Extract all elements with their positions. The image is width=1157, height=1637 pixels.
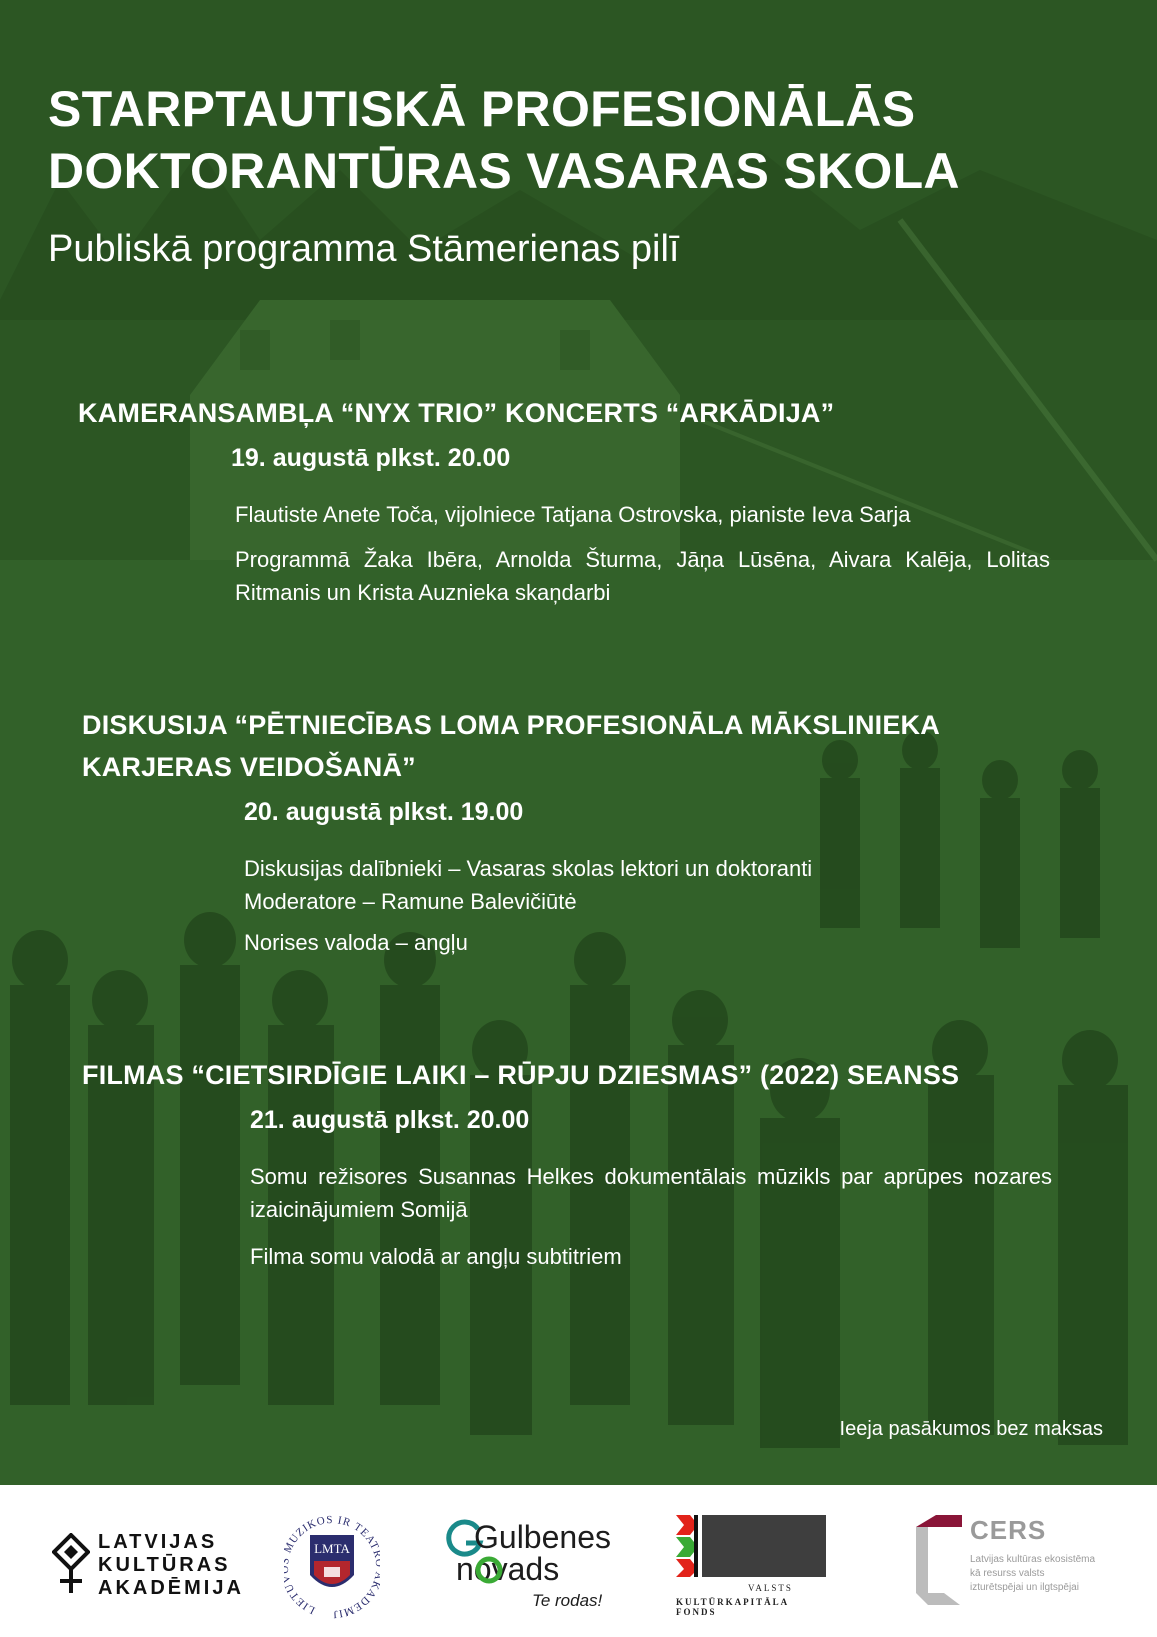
gulbenes-logo [444,1515,614,1615]
lmta-logo [284,1499,380,1623]
gulbenes-line2: novads [456,1551,560,1587]
subtitle: Publiskā programma Stāmerienas pilī [48,228,680,270]
cers-desc-line3: izturētspējai un ilgtspējai [970,1582,1079,1593]
event2-moderator: Moderatore – Ramune Balevičiūtė [244,889,577,914]
cers-desc-line2: kā resurss valsts [970,1568,1045,1579]
vkkf-logo [676,1515,826,1615]
cers-logo [914,1513,1114,1613]
cers-desc-line1: Latvijas kultūras ekosistēma [970,1554,1096,1565]
cers-title: CERS [970,1515,1047,1545]
gulbenes-o-icon [474,1555,504,1585]
event2-language: Norises valoda – angļu [244,930,468,955]
gulbenes-slogan: Te rodas! [532,1591,603,1610]
lka-line3: AKADĒMIJA [98,1577,244,1599]
lka-emblem-icon [52,1533,90,1595]
lka-wordmark [98,1531,244,1600]
event3-date: 21. augustā plkst. 20.00 [250,1106,530,1134]
event2-date: 20. augustā plkst. 19.00 [244,798,524,826]
lmta-seal-icon [284,1499,380,1623]
vkkf-line1: VALSTS [748,1583,793,1593]
vkkf-line2: KULTŪRKAPITĀLA FONDS [676,1597,789,1617]
gulbenes-line1: Gulbenes [474,1519,611,1555]
event2-title [82,704,1082,788]
lmta-ring-text: LIET UZIKOS IR TEAT ADEMIJ [287,1513,380,1621]
event2-participants: Diskusijas dalībnieki – Vasaras skolas lektori un doktoranti [244,856,813,881]
lka-line2: KULTŪRAS [98,1554,231,1576]
lka-logo [52,1533,242,1603]
event2-title-line1: DISKUSIJA “PĒTNIECĪBAS LOMA PROFESIONĀLA MĀKSLINIEKA [82,710,940,740]
lmta-mark: LMTA [314,1541,350,1556]
lka-line1: LATVIJAS [98,1531,218,1553]
logo-footer [0,1485,1157,1637]
event1-program: Programmā Žaka Ibēra, Arnolda Šturma, Jāņa Lūsēna, Aivara Kalēja, Lolitas Ritmanis un Krista Auznieka skaņdarbi [235,547,1050,605]
event2-title-line2: KARJERAS VEIDOŠANĀ” [82,752,416,782]
event3-description: Somu režisores Susannas Helkes dokumentālais mūzikls par aprūpes nozares izaicinājumiem Somijā [250,1164,1052,1222]
cers-emblem-icon [914,1513,964,1605]
event1-performers: Flautiste Anete Toča, vijolniece Tatjana Ostrovska, pianiste Ieva Sarja [235,502,911,527]
entry-note: Ieeja pasākumos bez maksas [839,1418,1103,1440]
event1-date: 19. augustā plkst. 20.00 [231,444,511,472]
vkkf-emblem-icon [676,1515,826,1577]
event1-title: KAMERANSAMBĻA “NYX TRIO” KONCERTS “ARKĀDIJA” [78,398,835,428]
main-title-line1: STARPTAUTISKĀ PROFESIONĀLĀS [48,81,916,137]
main-title [48,78,1128,202]
event3-title: FILMAS “CIETSIRDĪGIE LAIKI – RŪPJU DZIESMAS” (2022) SEANSS [82,1060,960,1090]
event3-subtitles: Filma somu valodā ar angļu subtitriem [250,1244,622,1269]
main-title-line2: DOKTORANTŪRAS VASARAS SKOLA [48,143,960,199]
